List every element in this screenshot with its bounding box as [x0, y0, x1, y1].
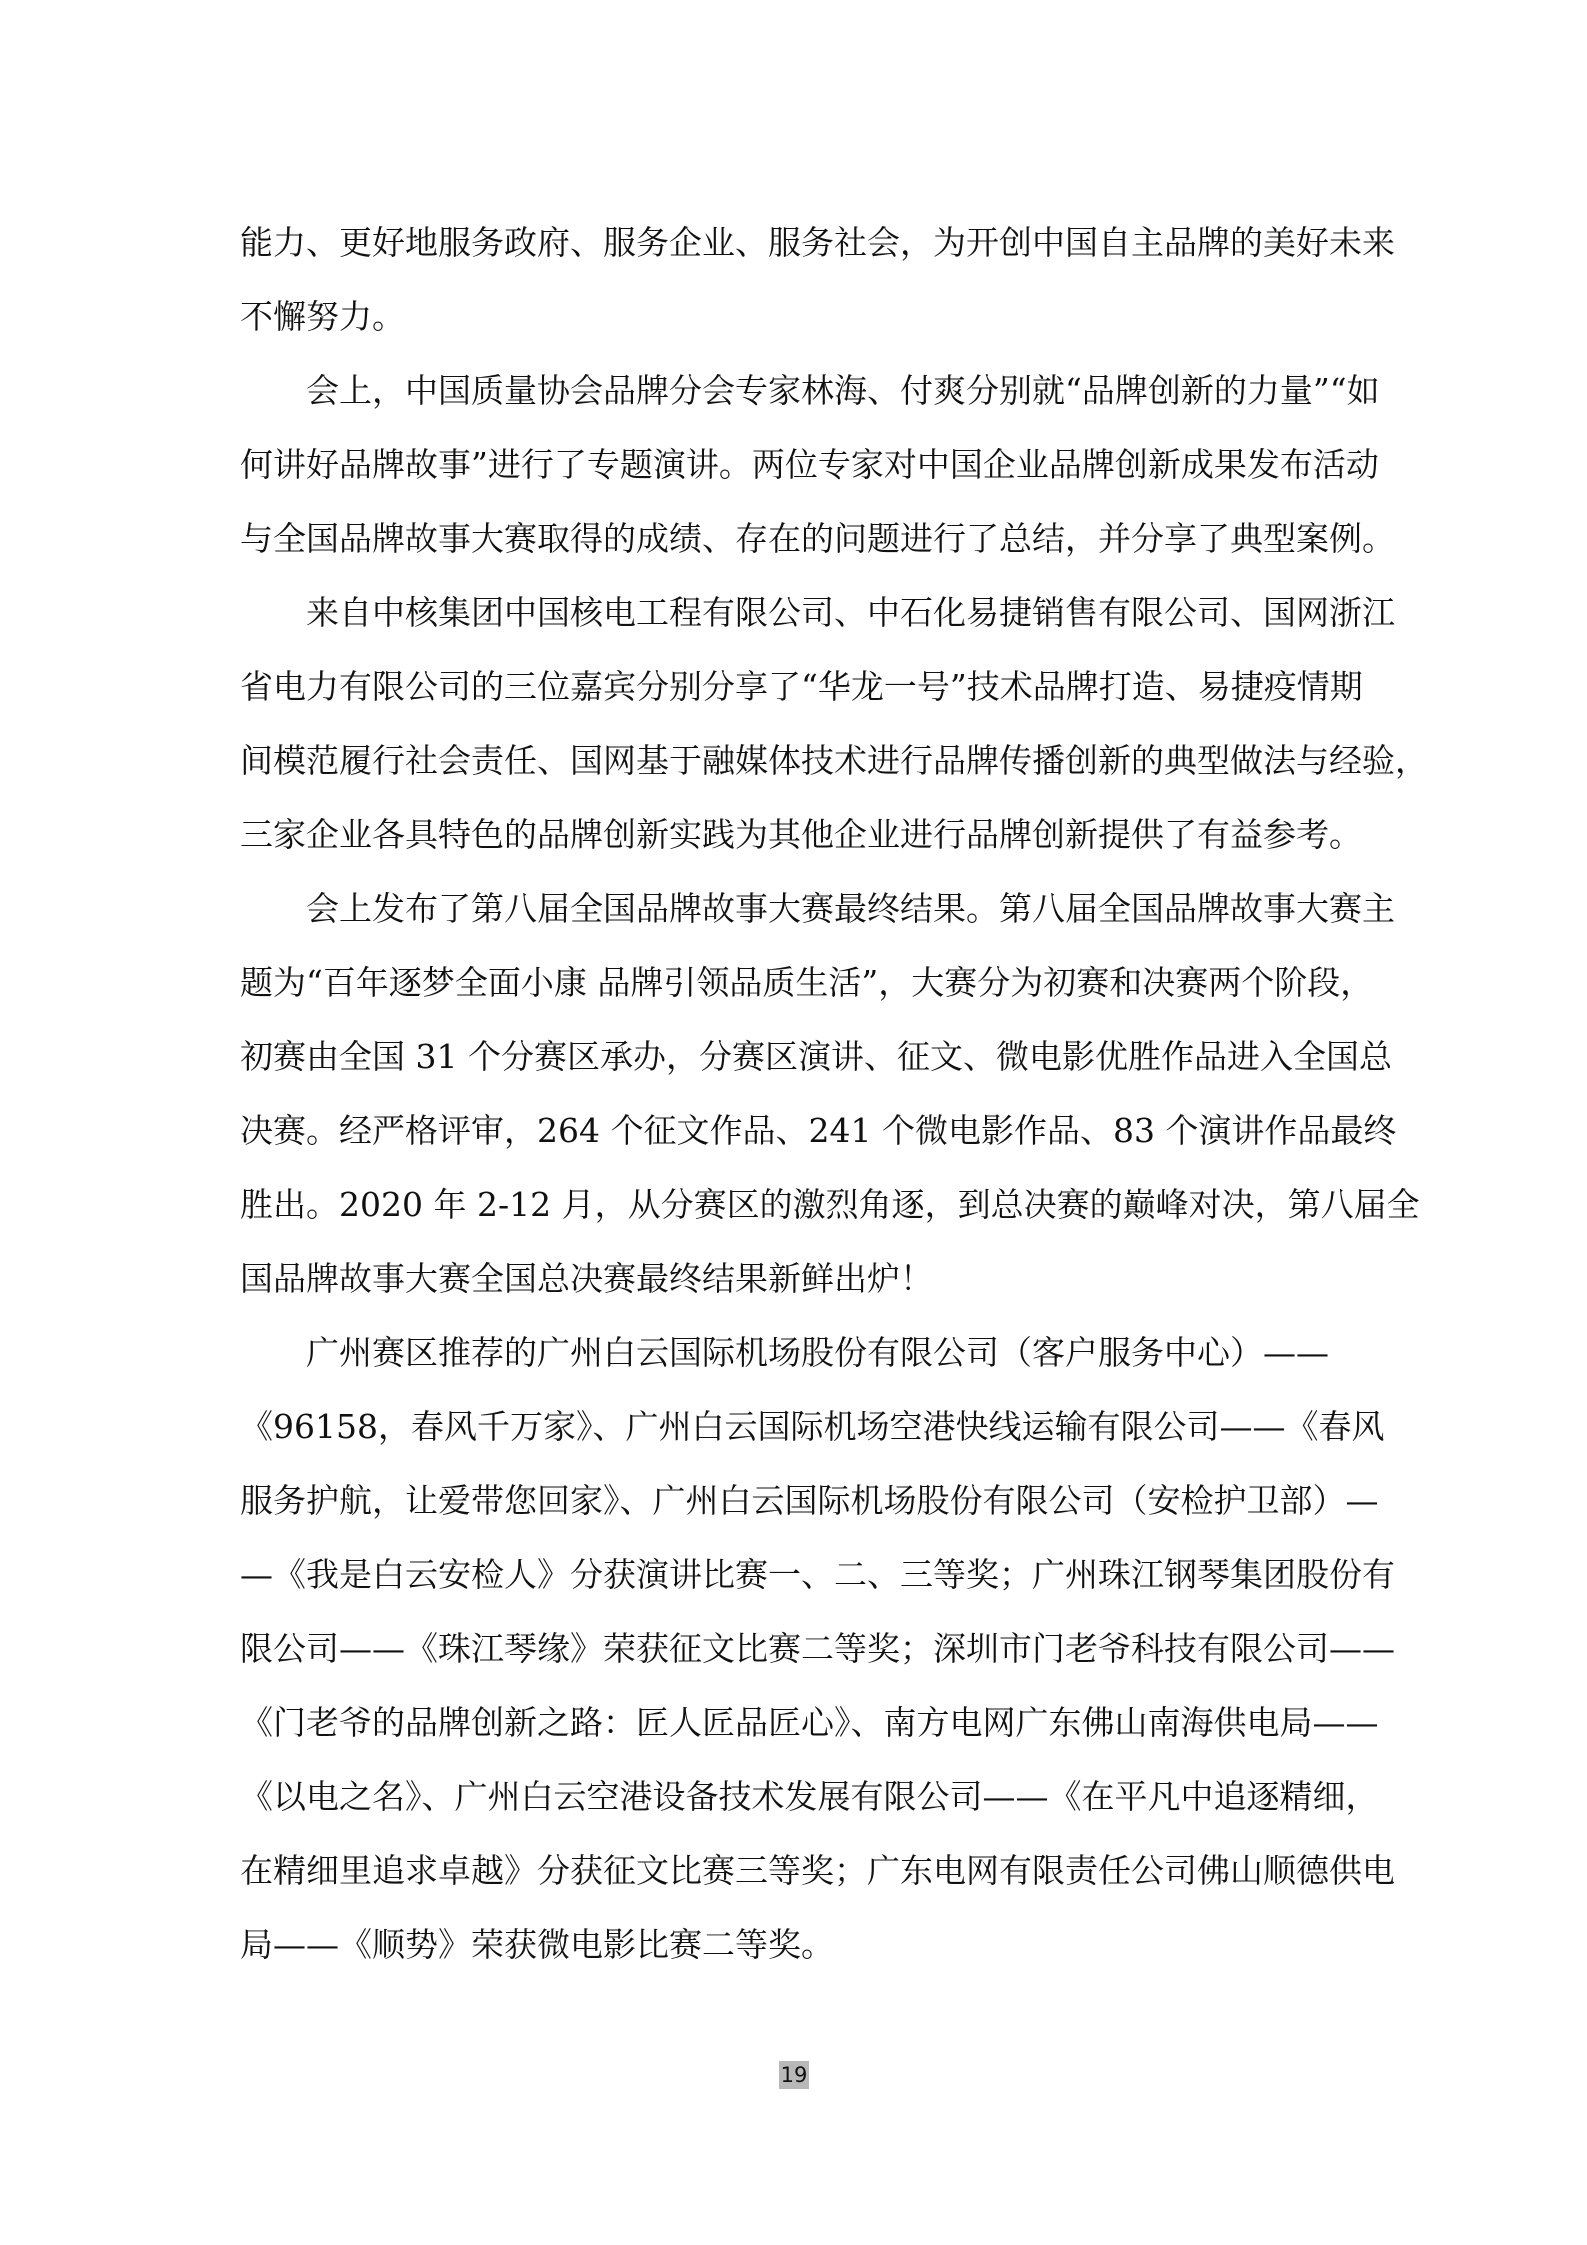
- text-line: 会上，中国质量协会品牌分会专家林海、付爽分别就“品牌创新的力量”“如: [306, 371, 1380, 410]
- paragraph: [240, 1316, 1395, 1982]
- text-line: —《我是白云安检人》分获演讲比赛一、二、三等奖；广州珠江钢琴集团股份有: [240, 1555, 1395, 1594]
- text-line: 题为“百年逐梦全面小康 品牌引领品质生活”，大赛分为初赛和决赛两个阶段，: [240, 963, 1374, 1002]
- text-line: 来自中核集团中国核电工程有限公司、中石化易捷销售有限公司、国网浙江: [306, 593, 1395, 632]
- paragraph: [240, 206, 1395, 354]
- text-line: 与全国品牌故事大赛取得的成绩、存在的问题进行了总结，并分享了典型案例。: [240, 519, 1395, 558]
- text-line: 间模范履行社会责任、国网基于融媒体技术进行品牌传播创新的典型做法与经验，: [240, 741, 1428, 780]
- paragraph: [240, 872, 1420, 1316]
- text-line: 《96158，春风千万家》、广州白云国际机场空港快线运输有限公司——《春风: [240, 1407, 1385, 1446]
- text-line: 初赛由全国 31 个分赛区承办，分赛区演讲、征文、微电影优胜作品进入全国总: [240, 1037, 1392, 1076]
- text-line: 广州赛区推荐的广州白云国际机场股份有限公司（客户服务中心）——: [306, 1333, 1329, 1372]
- paragraph: [240, 576, 1428, 872]
- text-line: 《以电之名》、广州白云空港设备技术发展有限公司——《在平凡中追逐精细，: [240, 1777, 1379, 1816]
- text-line: 《门老爷的品牌创新之路：匠人匠品匠心》、南方电网广东佛山南海供电局——: [240, 1703, 1379, 1742]
- text-line: 三家企业各具特色的品牌创新实践为其他企业进行品牌创新提供了有益参考。: [240, 815, 1362, 854]
- text-line: 国品牌故事大赛全国总决赛最终结果新鲜出炉！: [240, 1259, 933, 1298]
- body-text: [240, 206, 1428, 1982]
- text-line: 决赛。经严格评审，264 个征文作品、241 个微电影作品、83 个演讲作品最终: [240, 1111, 1397, 1150]
- text-line: 省电力有限公司的三位嘉宾分别分享了“华龙一号”技术品牌打造、易捷疫情期: [240, 667, 1363, 706]
- text-line: 不懈努力。: [240, 297, 405, 336]
- paragraph: [240, 354, 1395, 576]
- text-line: 胜出。2020 年 2-12 月，从分赛区的激烈角逐，到总决赛的巅峰对决，第八届全: [240, 1185, 1420, 1224]
- text-line: 能力、更好地服务政府、服务企业、服务社会，为开创中国自主品牌的美好未来: [240, 223, 1395, 262]
- text-line: 在精细里追求卓越》分获征文比赛三等奖；广东电网有限责任公司佛山顺德供电: [240, 1851, 1395, 1890]
- text-line: 会上发布了第八届全国品牌故事大赛最终结果。第八届全国品牌故事大赛主: [306, 889, 1395, 928]
- text-line: 限公司——《珠江琴缘》荣获征文比赛二等奖；深圳市门老爷科技有限公司——: [240, 1629, 1395, 1668]
- text-line: 局——《顺势》荣获微电影比赛二等奖。: [240, 1925, 834, 1964]
- text-line: 服务护航，让爱带您回家》、广州白云国际机场股份有限公司（安检护卫部）—: [240, 1481, 1379, 1520]
- text-line: 何讲好品牌故事”进行了专题演讲。两位专家对中国企业品牌创新成果发布活动: [240, 445, 1379, 484]
- page-number: 19: [780, 2063, 808, 2087]
